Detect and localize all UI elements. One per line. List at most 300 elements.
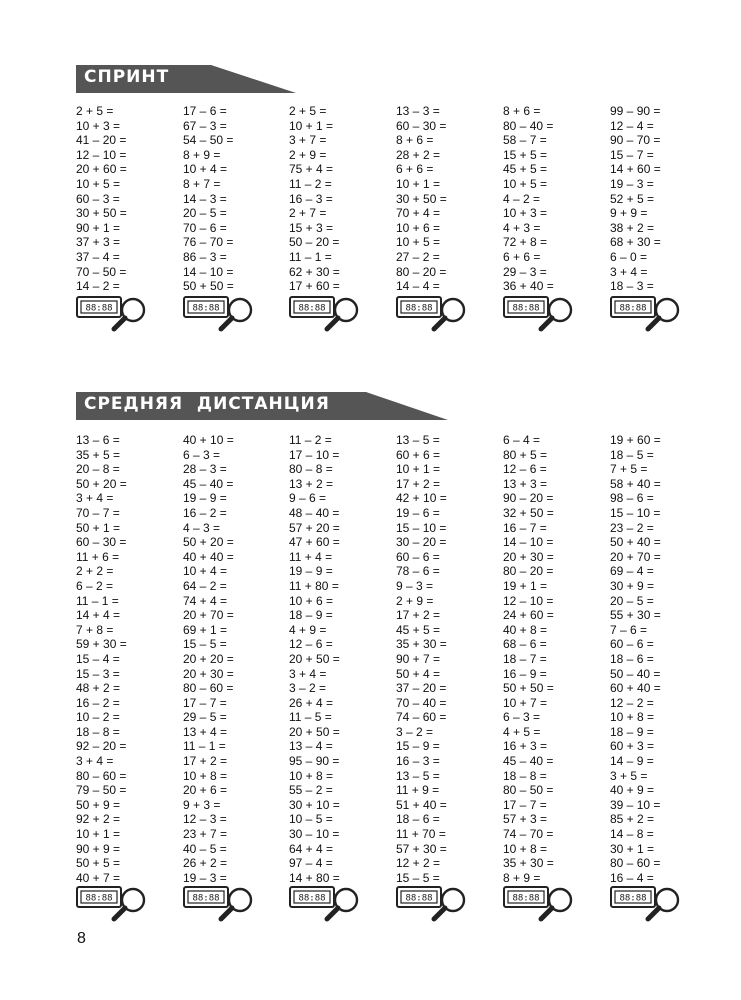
section-banner-sprint xyxy=(76,65,296,93)
exercise: 20 + 50 = xyxy=(289,651,340,666)
exercise: 30 + 50 = xyxy=(76,206,127,221)
exercise: 3 + 4 = xyxy=(610,264,648,279)
exercise: 20 + 30 = xyxy=(503,549,554,564)
exercise: 16 + 3 = xyxy=(503,739,548,754)
exercise: 24 + 60 = xyxy=(503,608,554,623)
exercise: 12 – 3 = xyxy=(183,812,227,827)
exercise: 92 + 2 = xyxy=(76,812,121,827)
exercise: 20 + 70 = xyxy=(183,608,234,623)
svg-text:88:88: 88:88 xyxy=(619,303,647,314)
timer-magnifier-icon xyxy=(610,886,682,922)
exercise: 20 + 50 = xyxy=(289,724,340,739)
exercise: 15 – 3 = xyxy=(76,666,120,681)
exercise: 16 – 3 = xyxy=(396,754,440,769)
exercise: 17 – 10 = xyxy=(289,447,340,462)
svg-text:88:88: 88:88 xyxy=(512,893,540,904)
timer-magnifier-icon xyxy=(76,296,148,332)
exercise: 78 – 6 = xyxy=(396,564,440,579)
svg-text:88:88: 88:88 xyxy=(405,303,433,314)
section-banner-middle-distance xyxy=(76,392,448,420)
exercise: 10 + 3 = xyxy=(76,118,121,133)
exercise: 2 + 9 = xyxy=(289,147,327,162)
exercise: 50 + 20 = xyxy=(183,535,234,550)
exercise: 19 – 9 = xyxy=(183,491,227,506)
exercise: 10 + 5 = xyxy=(76,176,121,191)
timer-magnifier-icon xyxy=(610,296,682,332)
svg-text:88:88: 88:88 xyxy=(298,893,326,904)
exercise: 50 + 1 = xyxy=(76,520,121,535)
exercise: 14 + 4 = xyxy=(76,608,121,623)
exercise: 6 – 3 = xyxy=(503,710,541,725)
exercise: 55 – 2 = xyxy=(289,783,333,798)
exercise: 13 + 3 = xyxy=(503,476,548,491)
exercise: 9 + 3 = xyxy=(183,797,221,812)
exercise: 11 + 4 = xyxy=(289,549,333,564)
exercise: 74 + 4 = xyxy=(183,593,228,608)
exercise: 47 + 60 = xyxy=(289,535,340,550)
exercise: 45 + 5 = xyxy=(396,622,441,637)
exercise: 14 – 10 = xyxy=(503,535,554,550)
exercise: 9 + 9 = xyxy=(610,206,648,221)
svg-text:88:88: 88:88 xyxy=(85,303,113,314)
exercise: 15 – 10 = xyxy=(610,505,661,520)
exercise: 20 + 70 = xyxy=(610,549,661,564)
exercise: 48 – 40 = xyxy=(289,505,340,520)
exercise-column xyxy=(396,104,447,294)
exercise: 23 – 2 = xyxy=(610,520,654,535)
exercise: 67 – 3 = xyxy=(183,118,227,133)
exercise: 11 – 1 = xyxy=(289,249,332,264)
exercise: 60 – 6 = xyxy=(610,637,654,652)
exercise: 13 + 4 = xyxy=(183,724,228,739)
timer-magnifier-icon xyxy=(289,886,361,922)
exercise-column xyxy=(183,433,234,885)
exercise: 68 – 6 = xyxy=(503,637,547,652)
exercise: 35 + 30 = xyxy=(503,856,554,871)
exercise: 4 + 9 = xyxy=(289,622,327,637)
exercise: 40 – 5 = xyxy=(183,841,227,856)
exercise: 92 – 20 = xyxy=(76,739,127,754)
exercise: 50 – 40 = xyxy=(610,666,661,681)
exercise: 50 + 40 = xyxy=(610,535,661,550)
exercise: 11 – 1 = xyxy=(183,739,226,754)
exercise-column xyxy=(289,104,340,294)
exercise: 15 – 4 = xyxy=(76,651,120,666)
exercise: 11 + 80 = xyxy=(289,578,339,593)
exercise: 17 + 60 = xyxy=(289,279,340,294)
exercise: 14 – 4 = xyxy=(396,279,440,294)
exercise: 14 – 10 = xyxy=(183,264,234,279)
exercise: 10 + 1 = xyxy=(396,462,441,477)
exercise: 60 – 30 = xyxy=(76,535,127,550)
exercise: 48 + 2 = xyxy=(76,681,121,696)
exercise: 54 – 50 = xyxy=(183,133,234,148)
exercise: 59 + 30 = xyxy=(76,637,127,652)
exercise-column xyxy=(503,433,554,885)
exercise: 45 + 5 = xyxy=(503,162,548,177)
exercise: 64 – 2 = xyxy=(183,578,227,593)
exercise: 68 + 30 = xyxy=(610,235,661,250)
exercise: 28 + 2 = xyxy=(396,147,441,162)
exercise: 12 – 6 = xyxy=(289,637,333,652)
exercise: 10 + 8 = xyxy=(503,841,548,856)
exercise: 12 – 6 = xyxy=(503,462,547,477)
exercise: 37 + 3 = xyxy=(76,235,121,250)
exercise: 32 + 50 = xyxy=(503,505,554,520)
exercise: 26 + 4 = xyxy=(289,695,334,710)
exercise: 11 + 70 = xyxy=(396,827,446,842)
exercise-column xyxy=(503,104,554,294)
exercise: 18 – 9 = xyxy=(610,724,654,739)
exercise: 10 + 8 = xyxy=(183,768,228,783)
section-title: СПРИНТ xyxy=(84,67,170,87)
exercise: 42 + 10 = xyxy=(396,491,447,506)
exercise: 14 + 60 = xyxy=(610,162,661,177)
exercise: 80 – 50 = xyxy=(503,783,554,798)
exercise: 14 + 80 = xyxy=(289,870,340,885)
exercise: 15 – 7 = xyxy=(610,147,654,162)
exercise: 10 + 5 = xyxy=(396,235,441,250)
exercise: 9 – 6 = xyxy=(289,491,327,506)
exercise: 70 + 4 = xyxy=(396,206,441,221)
exercise: 2 + 9 = xyxy=(396,593,434,608)
svg-text:88:88: 88:88 xyxy=(619,893,647,904)
exercise: 19 – 3 = xyxy=(610,176,654,191)
exercise: 70 – 6 = xyxy=(183,220,227,235)
exercise: 51 + 40 = xyxy=(396,797,447,812)
exercise: 20 – 8 = xyxy=(76,462,120,477)
exercise: 72 + 8 = xyxy=(503,235,548,250)
exercise: 4 + 3 = xyxy=(503,220,541,235)
exercise: 10 + 1 = xyxy=(396,176,441,191)
exercise: 18 – 9 = xyxy=(289,608,333,623)
exercise: 16 – 7 = xyxy=(503,520,547,535)
exercise: 80 – 60 = xyxy=(610,856,661,871)
exercise: 19 + 60 = xyxy=(610,433,661,447)
exercise: 19 – 9 = xyxy=(289,564,333,579)
exercise: 8 + 9 = xyxy=(183,147,221,162)
timer-magnifier-icon xyxy=(289,296,361,332)
exercise: 3 + 4 = xyxy=(76,491,114,506)
exercise: 50 + 4 = xyxy=(396,666,441,681)
exercise: 6 – 0 = xyxy=(610,249,648,264)
exercise: 12 – 10 = xyxy=(503,593,554,608)
exercise: 58 + 40 = xyxy=(610,476,661,491)
exercise: 10 + 1 = xyxy=(289,118,334,133)
exercise: 11 – 5 = xyxy=(289,710,332,725)
exercise: 10 – 5 = xyxy=(289,812,333,827)
exercise-column xyxy=(610,104,661,294)
exercise: 29 – 5 = xyxy=(183,710,227,725)
exercise: 28 – 3 = xyxy=(183,462,227,477)
exercise: 9 – 3 = xyxy=(396,578,434,593)
exercise: 58 – 7 = xyxy=(503,133,547,148)
timer-magnifier-icon xyxy=(183,886,255,922)
exercise: 18 – 8 = xyxy=(76,724,120,739)
exercise: 10 + 3 = xyxy=(503,206,548,221)
exercise: 57 + 30 = xyxy=(396,841,447,856)
exercise: 12 – 10 = xyxy=(76,147,127,162)
exercise: 4 – 2 = xyxy=(503,191,541,206)
exercise: 13 – 5 = xyxy=(396,433,440,447)
exercise: 14 – 3 = xyxy=(183,191,227,206)
section-title: СРЕДНЯЯ ДИСТАНЦИЯ xyxy=(84,394,330,414)
exercise: 60 + 6 = xyxy=(396,447,441,462)
exercise: 18 – 6 = xyxy=(610,651,654,666)
exercise: 13 – 4 = xyxy=(289,739,333,754)
exercise: 17 – 7 = xyxy=(183,695,227,710)
exercise: 3 – 2 = xyxy=(396,724,434,739)
timer-magnifier-icon xyxy=(396,886,468,922)
exercise: 37 – 4 = xyxy=(76,249,120,264)
exercise: 50 – 20 = xyxy=(289,235,340,250)
exercise: 14 – 2 = xyxy=(76,279,120,294)
exercise: 18 – 3 = xyxy=(610,279,654,294)
exercise: 17 – 6 = xyxy=(183,104,227,118)
exercise: 50 + 50 = xyxy=(183,279,234,294)
exercise: 38 + 2 = xyxy=(610,220,655,235)
exercise: 55 + 30 = xyxy=(610,608,661,623)
exercise: 35 + 30 = xyxy=(396,637,447,652)
svg-text:88:88: 88:88 xyxy=(512,303,540,314)
exercise: 6 – 4 = xyxy=(503,433,541,447)
exercise: 13 + 2 = xyxy=(289,476,334,491)
exercise: 95 – 90 = xyxy=(289,754,340,769)
exercise: 60 – 6 = xyxy=(396,549,440,564)
exercise: 15 + 5 = xyxy=(503,147,548,162)
exercise: 3 + 5 = xyxy=(610,768,648,783)
exercise: 10 + 4 = xyxy=(183,564,228,579)
exercise: 99 – 90 = xyxy=(610,104,661,118)
exercise: 6 + 6 = xyxy=(503,249,541,264)
timer-magnifier-icon xyxy=(396,296,468,332)
exercise-column xyxy=(610,433,661,885)
exercise: 17 + 2 = xyxy=(396,608,441,623)
exercise-column xyxy=(183,104,234,294)
timer-magnifier-icon xyxy=(503,296,575,332)
exercise: 14 – 8 = xyxy=(610,827,654,842)
exercise: 74 – 60 = xyxy=(396,710,447,725)
exercise: 40 + 8 = xyxy=(503,622,548,637)
exercise: 36 + 40 = xyxy=(503,279,554,294)
svg-text:88:88: 88:88 xyxy=(192,893,220,904)
exercise: 15 – 10 = xyxy=(396,520,447,535)
exercise: 13 – 3 = xyxy=(396,104,440,118)
exercise: 60 + 40 = xyxy=(610,681,661,696)
exercise: 27 – 2 = xyxy=(396,249,440,264)
exercise: 90 – 70 = xyxy=(610,133,661,148)
exercise: 98 – 6 = xyxy=(610,491,654,506)
exercise: 70 – 50 = xyxy=(76,264,127,279)
exercise: 80 – 20 = xyxy=(503,564,554,579)
exercise: 29 – 3 = xyxy=(503,264,547,279)
exercise: 40 + 7 = xyxy=(76,870,121,885)
exercise: 26 + 2 = xyxy=(183,856,228,871)
svg-text:88:88: 88:88 xyxy=(85,893,113,904)
exercise: 4 + 5 = xyxy=(503,724,541,739)
exercise: 8 + 6 = xyxy=(396,133,434,148)
exercise: 4 – 3 = xyxy=(183,520,221,535)
exercise: 80 – 40 = xyxy=(503,118,554,133)
exercise: 90 + 7 = xyxy=(396,651,441,666)
exercise: 60 + 3 = xyxy=(610,739,655,754)
exercise: 30 – 20 = xyxy=(396,535,447,550)
exercise: 30 + 9 = xyxy=(610,578,655,593)
exercise: 17 + 2 = xyxy=(183,754,228,769)
exercise: 16 – 4 = xyxy=(610,870,654,885)
exercise: 90 + 9 = xyxy=(76,841,121,856)
exercise: 11 + 9 = xyxy=(396,783,440,798)
exercise: 20 – 5 = xyxy=(610,593,654,608)
exercise: 19 – 3 = xyxy=(183,870,227,885)
exercise: 62 + 30 = xyxy=(289,264,340,279)
exercise: 60 – 3 = xyxy=(76,191,120,206)
exercise: 15 + 3 = xyxy=(289,220,334,235)
exercise: 19 + 1 = xyxy=(503,578,548,593)
exercise: 70 – 7 = xyxy=(76,505,120,520)
exercise: 15 – 9 = xyxy=(396,739,440,754)
exercise: 16 – 3 = xyxy=(289,191,333,206)
exercise: 85 + 2 = xyxy=(610,812,655,827)
exercise: 16 – 2 = xyxy=(76,695,120,710)
exercise: 37 – 20 = xyxy=(396,681,447,696)
exercise-column xyxy=(76,104,127,294)
exercise: 10 + 6 = xyxy=(289,593,334,608)
exercise: 17 – 7 = xyxy=(503,797,547,812)
exercise: 16 – 2 = xyxy=(183,505,227,520)
exercise: 41 – 20 = xyxy=(76,133,127,148)
exercise: 3 + 4 = xyxy=(76,754,114,769)
exercise: 80 + 5 = xyxy=(503,447,548,462)
exercise: 7 + 8 = xyxy=(76,622,114,637)
exercise: 3 + 7 = xyxy=(289,133,327,148)
exercise: 8 + 6 = xyxy=(503,104,541,118)
exercise: 2 + 5 = xyxy=(76,104,114,118)
exercise: 23 + 7 = xyxy=(183,827,228,842)
exercise-column xyxy=(289,433,340,885)
exercise: 57 + 20 = xyxy=(289,520,340,535)
exercise: 12 – 4 = xyxy=(610,118,654,133)
exercise: 64 + 4 = xyxy=(289,841,334,856)
exercise: 90 + 1 = xyxy=(76,220,121,235)
exercise: 20 + 30 = xyxy=(183,666,234,681)
exercise: 50 + 5 = xyxy=(76,856,121,871)
exercise: 17 + 2 = xyxy=(396,476,441,491)
exercise: 8 + 9 = xyxy=(503,870,541,885)
exercise: 30 – 10 = xyxy=(289,827,340,842)
exercise: 13 – 6 = xyxy=(76,433,120,447)
exercise: 30 + 50 = xyxy=(396,191,447,206)
exercise: 18 – 5 = xyxy=(610,447,654,462)
exercise: 16 – 9 = xyxy=(503,666,547,681)
timer-magnifier-icon xyxy=(183,296,255,332)
exercise: 20 + 20 = xyxy=(183,651,234,666)
exercise: 30 + 1 = xyxy=(610,841,655,856)
exercise: 10 + 1 = xyxy=(76,827,121,842)
exercise: 74 – 70 = xyxy=(503,827,554,842)
exercise-column xyxy=(76,433,127,885)
exercise: 6 – 3 = xyxy=(183,447,221,462)
exercise: 45 – 40 = xyxy=(183,476,234,491)
exercise: 10 + 8 = xyxy=(289,768,334,783)
exercise: 50 + 20 = xyxy=(76,476,127,491)
exercise: 50 + 9 = xyxy=(76,797,121,812)
exercise: 52 + 5 = xyxy=(610,191,655,206)
exercise: 18 – 8 = xyxy=(503,768,547,783)
exercise: 12 – 2 = xyxy=(610,695,654,710)
exercise: 10 + 6 = xyxy=(396,220,441,235)
exercise: 97 – 4 = xyxy=(289,856,333,871)
exercise: 10 – 2 = xyxy=(76,710,120,725)
exercise: 12 + 2 = xyxy=(396,856,441,871)
exercise: 80 – 60 = xyxy=(183,681,234,696)
exercise: 40 + 10 = xyxy=(183,433,234,447)
exercise: 70 – 40 = xyxy=(396,695,447,710)
exercise: 35 + 5 = xyxy=(76,447,121,462)
exercise-column xyxy=(396,433,447,885)
exercise: 69 + 1 = xyxy=(183,622,228,637)
exercise: 11 – 1 = xyxy=(76,593,119,608)
svg-text:88:88: 88:88 xyxy=(298,303,326,314)
exercise: 6 + 6 = xyxy=(396,162,434,177)
exercise: 20 – 5 = xyxy=(183,206,227,221)
exercise: 75 + 4 = xyxy=(289,162,334,177)
exercise: 76 – 70 = xyxy=(183,235,234,250)
exercise: 7 – 6 = xyxy=(610,622,648,637)
exercise: 57 + 3 = xyxy=(503,812,548,827)
exercise: 86 – 3 = xyxy=(183,249,227,264)
exercise: 30 + 10 = xyxy=(289,797,340,812)
exercise: 18 – 6 = xyxy=(396,812,440,827)
exercise: 7 + 5 = xyxy=(610,462,648,477)
exercise: 10 + 8 = xyxy=(610,710,655,725)
exercise: 50 + 50 = xyxy=(503,681,554,696)
exercise: 80 – 20 = xyxy=(396,264,447,279)
exercise: 3 + 4 = xyxy=(289,666,327,681)
exercise: 15 – 5 = xyxy=(396,870,440,885)
exercise: 10 + 5 = xyxy=(503,176,548,191)
exercise: 79 – 50 = xyxy=(76,783,127,798)
exercise: 10 + 4 = xyxy=(183,162,228,177)
exercise: 20 + 60 = xyxy=(76,162,127,177)
exercise: 18 – 7 = xyxy=(503,651,547,666)
exercise: 11 – 2 = xyxy=(289,176,332,191)
exercise: 40 + 40 = xyxy=(183,549,234,564)
exercise: 11 – 2 = xyxy=(289,433,332,447)
exercise: 69 – 4 = xyxy=(610,564,654,579)
exercise: 11 + 6 = xyxy=(76,549,120,564)
exercise: 2 + 7 = xyxy=(289,206,327,221)
page-number: 8 xyxy=(77,930,86,947)
exercise: 80 – 60 = xyxy=(76,768,127,783)
exercise: 3 – 2 = xyxy=(289,681,327,696)
svg-text:88:88: 88:88 xyxy=(192,303,220,314)
exercise: 45 – 40 = xyxy=(503,754,554,769)
svg-text:88:88: 88:88 xyxy=(405,893,433,904)
exercise: 60 – 30 = xyxy=(396,118,447,133)
exercise: 19 – 6 = xyxy=(396,505,440,520)
exercise: 90 – 20 = xyxy=(503,491,554,506)
exercise: 2 + 2 = xyxy=(76,564,114,579)
exercise: 6 – 2 = xyxy=(76,578,114,593)
timer-magnifier-icon xyxy=(503,886,575,922)
exercise: 80 – 8 = xyxy=(289,462,333,477)
exercise: 15 – 5 = xyxy=(183,637,227,652)
exercise: 13 – 5 = xyxy=(396,768,440,783)
exercise: 20 + 6 = xyxy=(183,783,228,798)
exercise: 40 + 9 = xyxy=(610,783,655,798)
exercise: 8 + 7 = xyxy=(183,176,221,191)
